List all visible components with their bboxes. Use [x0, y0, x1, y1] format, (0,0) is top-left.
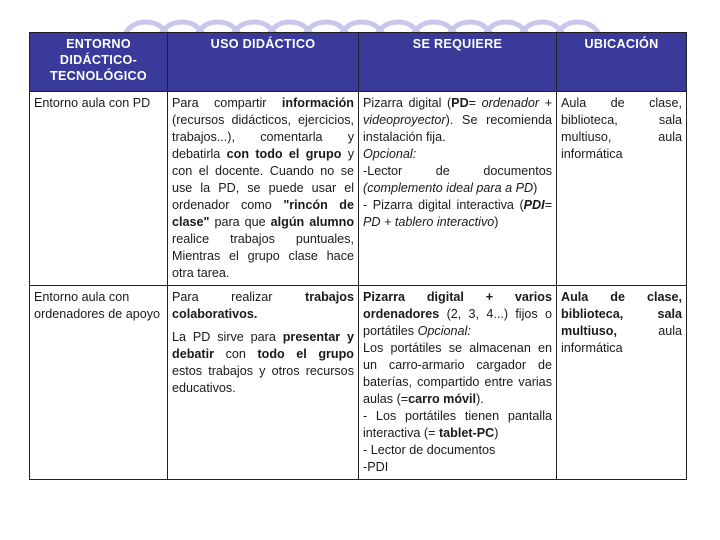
row1-ubicacion-cell [557, 92, 687, 286]
row2-uso-cell [168, 286, 359, 480]
row1-requiere-cell [359, 92, 557, 286]
row1-opcional: Opcional: [363, 147, 417, 161]
row2-portatiles: Los portátiles se almacenan en un carro-armario cargador de baterías, compartido entre varias aulas (=carro móvil). [363, 341, 552, 406]
header-uso: USO DIDÁCTICO [168, 33, 359, 92]
row-label-pd: Entorno aula con PD [30, 92, 168, 286]
table-row [30, 92, 687, 286]
row1-lector: -Lector de documentos (complemento ideal para a PD) [363, 164, 552, 195]
row2-uso-p1: Para realizar trabajos colaborativos. [172, 290, 354, 321]
header-entorno: ENTORNO DIDÁCTICO-TECNOLÓGICO [30, 33, 168, 92]
header-requiere: SE REQUIERE [359, 33, 557, 92]
header-row [30, 33, 687, 92]
row2-pdi: -PDI [363, 460, 389, 474]
row1-uso-text: Para compartir información (recursos didácticos, ejercicios, trabajos...), comentarla y debatirla con todo el grupo y con el docente. Cuando no se use la PD, se puede usar el ordenador como "rincón de clase" para que algún alumno realice trabajos puntuales, Mientras el grupo clase hace otra tarea. [172, 96, 355, 280]
row2-tablet: - Los portátiles tienen pantalla interactiva (= tablet-PC) [363, 409, 552, 440]
row2-uso-p2: La PD sirve para presentar y debatir con todo el grupo estos trabajos y otros recursos educativos. [172, 330, 354, 395]
row2-ubicacion-cell [557, 286, 687, 480]
row1-pdi: - Pizarra digital interactiva (PDI= PD + tablero interactivo) [363, 198, 552, 229]
row1-requiere-text: Pizarra digital (PD= ordenador + videoproyector). Se recomienda instalación fija. [363, 96, 552, 144]
row2-requiere-cell [359, 286, 557, 480]
table-row [30, 286, 687, 480]
row-label-ordenadores: Entorno aula con ordenadores de apoyo [30, 286, 168, 480]
row2-lector: - Lector de documentos [363, 443, 496, 457]
row1-ubicacion-text: Aula de clase, biblioteca, sala multiuso, aula informática [561, 96, 682, 161]
didactic-environment-table [29, 32, 687, 480]
row2-ubicacion-text: Aula de clase, biblioteca, sala multiuso, aula informática [561, 290, 682, 355]
header-ubicacion: UBICACIÓN [557, 33, 687, 92]
row2-requiere-text: Pizarra digital + varios ordenadores (2, 3, 4...) fijos o portátiles Opcional: [363, 290, 552, 338]
row1-uso-cell [168, 92, 359, 286]
